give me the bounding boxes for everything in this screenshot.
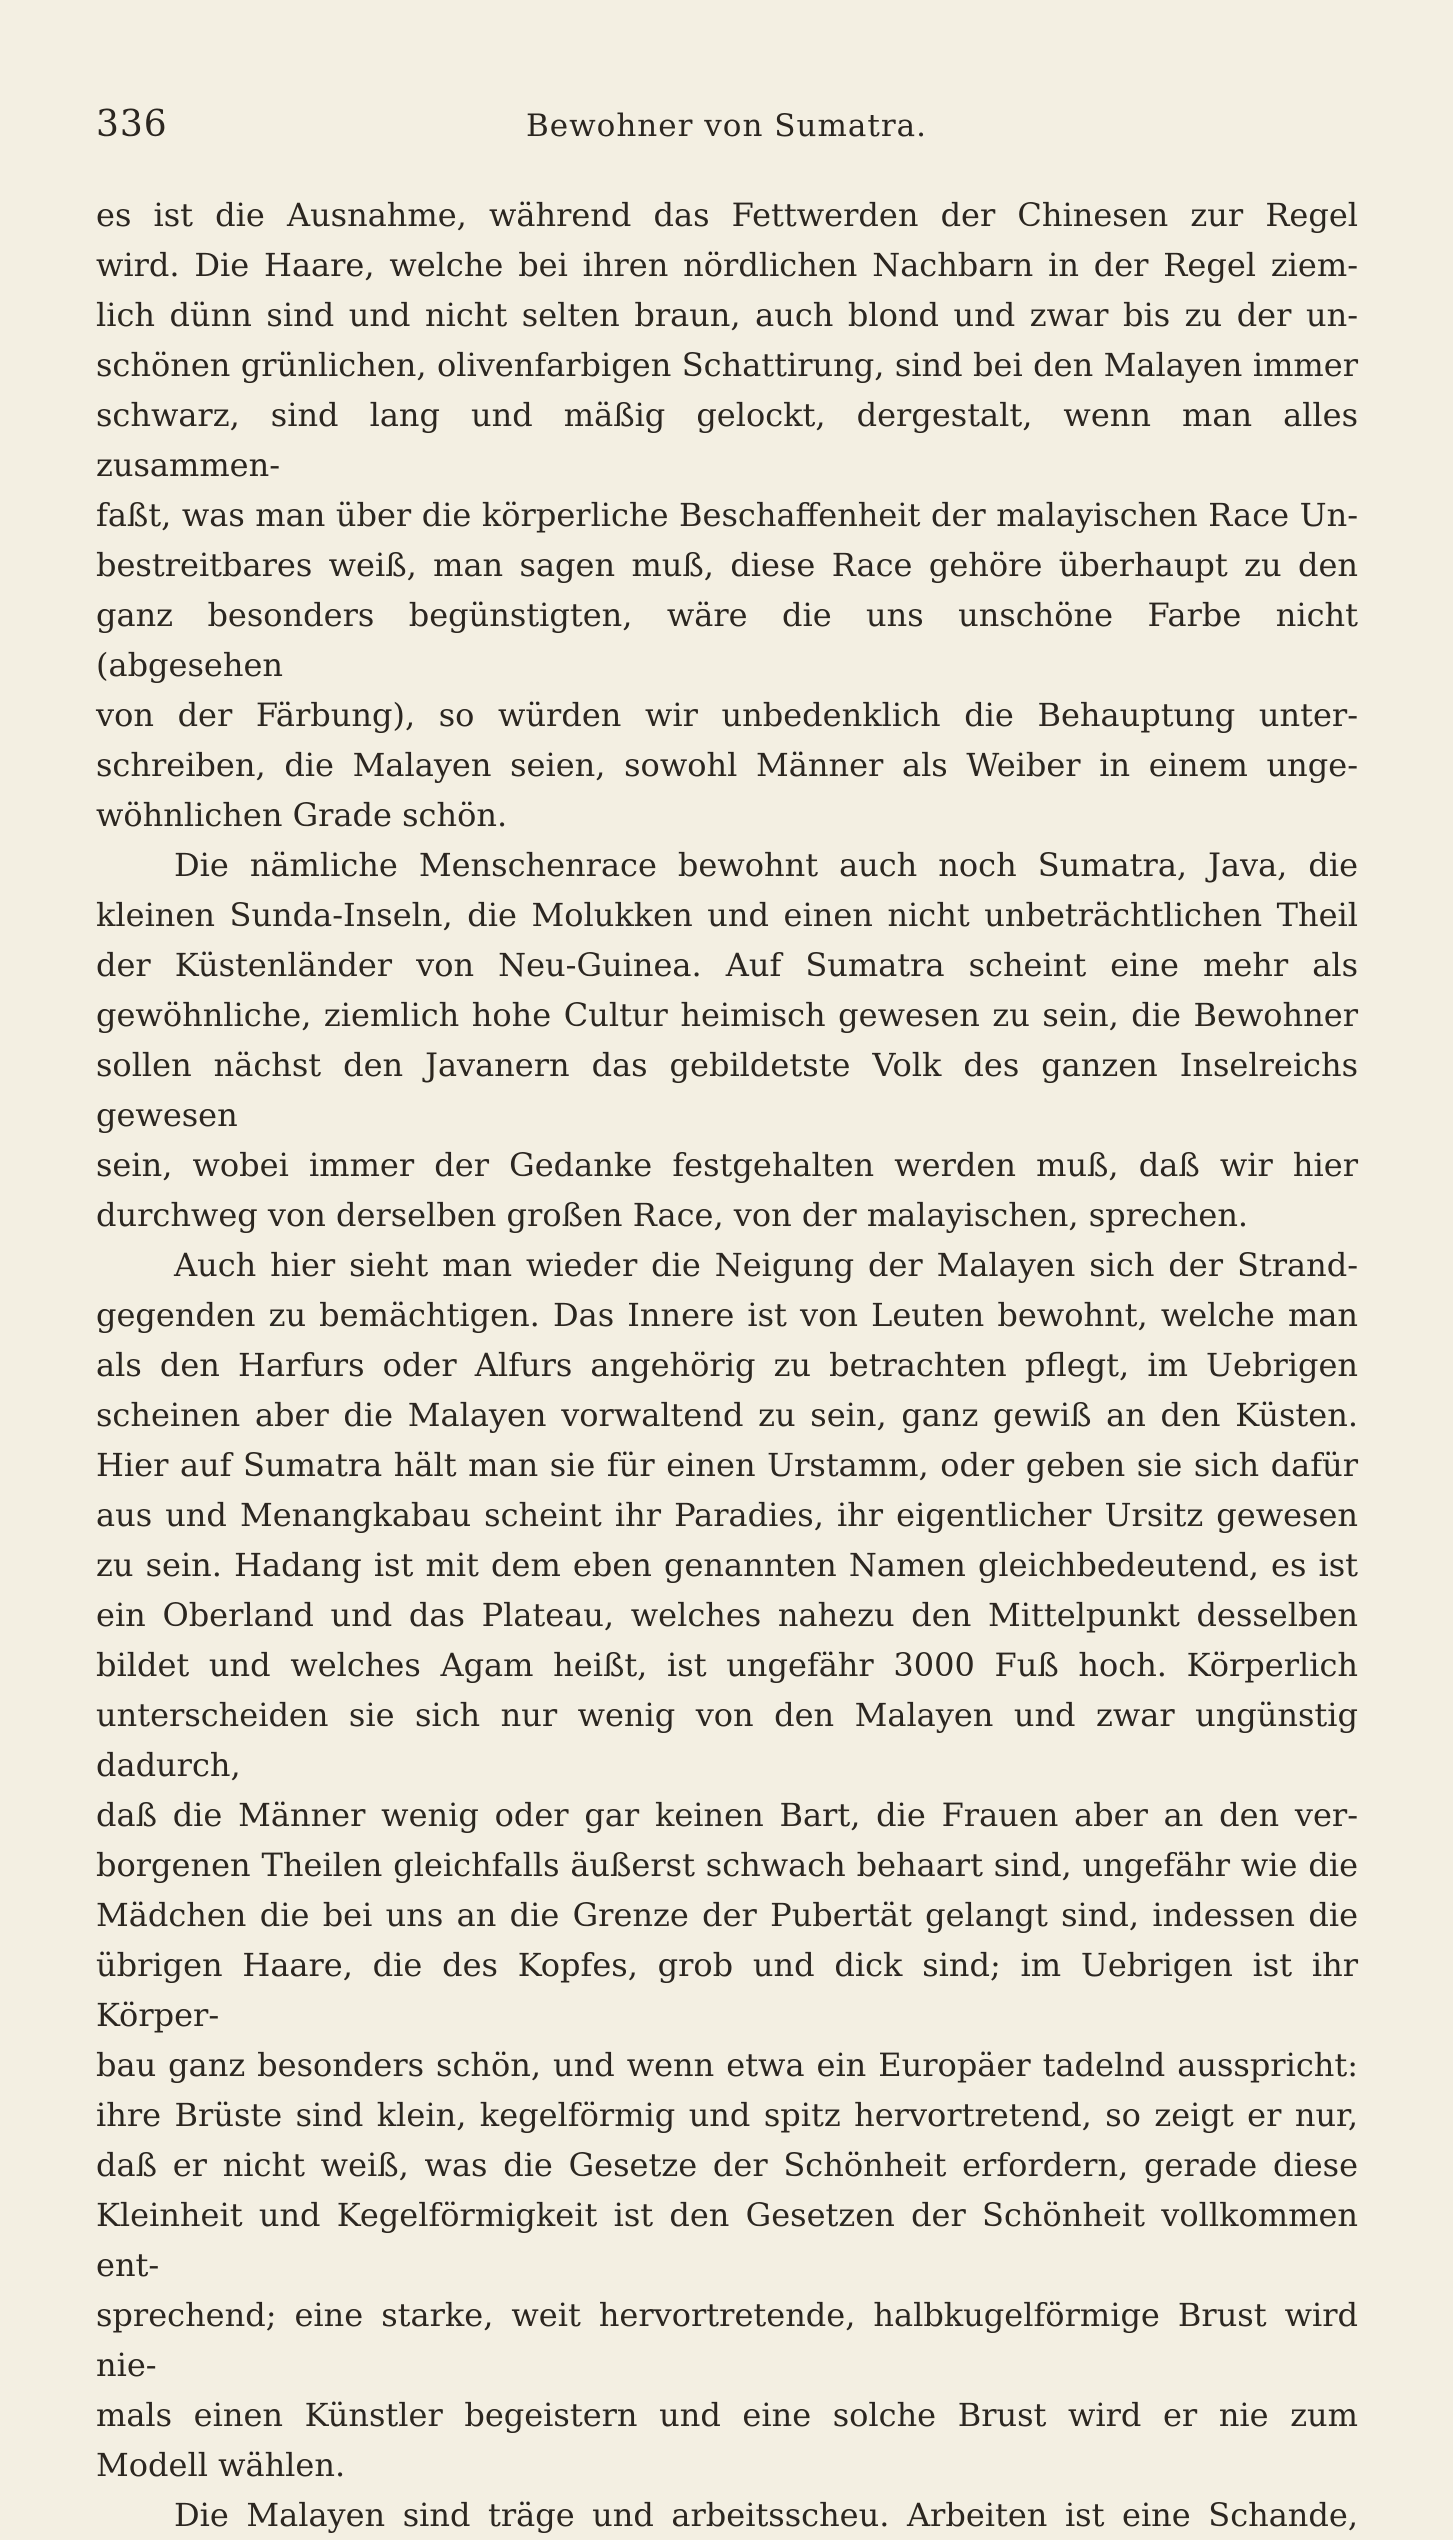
text-line: zu sein. Hadang ist mit dem eben genannten Namen gleichbedeutend, es ist [96, 1546, 1358, 1584]
text-line: daß die Männer wenig oder gar keinen Bart, die Frauen aber an den ver- [96, 1796, 1358, 1834]
text-line: ganz besonders begünstigten, wäre die uns unschöne Farbe nicht (abgesehen [96, 596, 1358, 684]
text-line: mals einen Künstler begeistern und eine solche Brust wird er nie zum [96, 2396, 1358, 2434]
running-title: Bewohner von Sumatra. [526, 108, 927, 144]
text-line: Auch hier sieht man wieder die Neigung der Malayen sich der Strand- [174, 1246, 1358, 1284]
text-line: schreiben, die Malayen seien, sowohl Männer als Weiber in einem unge- [96, 746, 1358, 784]
text-line: gewöhnliche, ziemlich hohe Cultur heimisch gewesen zu sein, die Bewohner [96, 996, 1358, 1034]
text-line: sein, wobei immer der Gedanke festgehalten werden muß, daß wir hier [96, 1146, 1358, 1184]
text-line: als den Harfurs oder Alfurs angehörig zu betrachten pflegt, im Uebrigen [96, 1346, 1358, 1384]
text-line: Mädchen die bei uns an die Grenze der Pubertät gelangt sind, indessen die [96, 1896, 1358, 1934]
text-line: kleinen Sunda-Inseln, die Molukken und einen nicht unbeträchtlichen Theil [96, 896, 1358, 934]
page-number: 336 [96, 104, 168, 145]
text-line: unterscheiden sie sich nur wenig von den Malayen und zwar ungünstig dadurch, [96, 1696, 1358, 1784]
text-line: Hier auf Sumatra hält man sie für einen Urstamm, oder geben sie sich dafür [96, 1446, 1358, 1484]
text-line: scheinen aber die Malayen vorwaltend zu sein, ganz gewiß an den Küsten. [96, 1396, 1358, 1434]
text-line: übrigen Haare, die des Kopfes, grob und dick sind; im Uebrigen ist ihr Körper- [96, 1946, 1358, 2034]
body-text [96, 190, 1358, 2540]
text-line: sollen nächst den Javanern das gebildetste Volk des ganzen Inselreichs gewesen [96, 1046, 1358, 1134]
text-line: es ist die Ausnahme, während das Fettwerden der Chinesen zur Regel [96, 196, 1358, 234]
page-header [96, 104, 1357, 154]
text-line: wöhnlichen Grade schön. [96, 796, 508, 834]
text-line: faßt, was man über die körperliche Beschaffenheit der malayischen Race Un- [96, 496, 1358, 534]
text-line: Die nämliche Menschenrace bewohnt auch noch Sumatra, Java, die [174, 846, 1358, 884]
text-line: lich dünn sind und nicht selten braun, auch blond und zwar bis zu der un- [96, 296, 1358, 334]
text-line: der Küstenländer von Neu-Guinea. Auf Sumatra scheint eine mehr als [96, 946, 1358, 984]
text-line: ein Oberland und das Plateau, welches nahezu den Mittelpunkt desselben [96, 1596, 1358, 1634]
text-line: aus und Menangkabau scheint ihr Paradies, ihr eigentlicher Ursitz gewesen [96, 1496, 1358, 1534]
text-line: schwarz, sind lang und mäßig gelockt, dergestalt, wenn man alles zusammen- [96, 396, 1358, 484]
text-line: durchweg von derselben großen Race, von der malayischen, sprechen. [96, 1196, 1249, 1234]
text-line: schönen grünlichen, olivenfarbigen Schattirung, sind bei den Malayen immer [96, 346, 1358, 384]
text-line: Modell wählen. [96, 2446, 346, 2484]
text-line: von der Färbung), so würden wir unbedenklich die Behauptung unter- [96, 696, 1358, 734]
text-line: gegenden zu bemächtigen. Das Innere ist von Leuten bewohnt, welche man [96, 1296, 1358, 1334]
text-line: Kleinheit und Kegelförmigkeit ist den Gesetzen der Schönheit vollkommen ent- [96, 2196, 1358, 2284]
text-line: sprechend; eine starke, weit hervortretende, halbkugelförmige Brust wird nie- [96, 2296, 1358, 2384]
text-line: bildet und welches Agam heißt, ist ungefähr 3000 Fuß hoch. Körperlich [96, 1646, 1358, 1684]
text-line: Die Malayen sind träge und arbeitsscheu. Arbeiten ist eine Schande, [174, 2496, 1358, 2534]
text-line: borgenen Theilen gleichfalls äußerst schwach behaart sind, ungefähr wie die [96, 1846, 1358, 1884]
text-line: bau ganz besonders schön, und wenn etwa ein Europäer tadelnd ausspricht: [96, 2046, 1358, 2084]
text-line: wird. Die Haare, welche bei ihren nördlichen Nachbarn in der Regel ziem- [96, 246, 1358, 284]
text-line: ihre Brüste sind klein, kegelförmig und spitz hervortretend, so zeigt er nur, [96, 2096, 1358, 2134]
text-line: daß er nicht weiß, was die Gesetze der Schönheit erfordern, gerade diese [96, 2146, 1358, 2184]
text-line: bestreitbares weiß, man sagen muß, diese Race gehöre überhaupt zu den [96, 546, 1358, 584]
